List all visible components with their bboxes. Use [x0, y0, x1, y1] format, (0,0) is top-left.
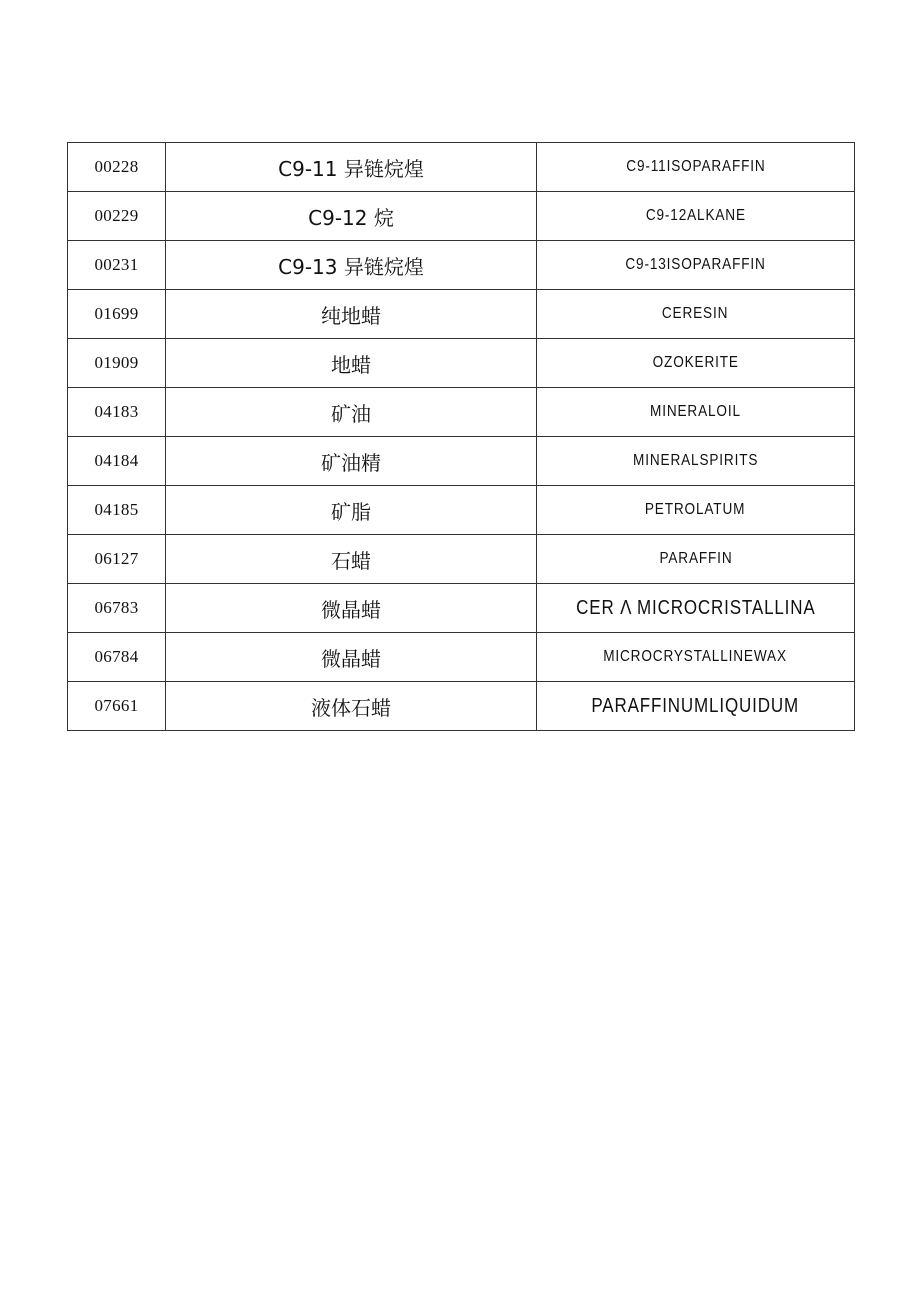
chinese-name: 矿油精: [166, 437, 537, 486]
english-name: C9-11ISOPARAFFIN: [625, 158, 766, 175]
english-name: OZOKERITE: [652, 354, 739, 371]
table-row: [68, 192, 855, 241]
english-name: CERESIN: [662, 305, 729, 322]
ingredient-code: 01699: [68, 290, 166, 339]
chinese-name: C9-12 烷: [166, 192, 537, 241]
ingredient-code: 04183: [68, 388, 166, 437]
table-row: [68, 339, 855, 388]
table-row: [68, 486, 855, 535]
chinese-name: 地蜡: [166, 339, 537, 388]
english-name-cell: [537, 339, 855, 388]
chinese-name: 纯地蜡: [166, 290, 537, 339]
english-name: MINERALSPIRITS: [632, 452, 759, 469]
table-row: [68, 633, 855, 682]
english-name: MICROCRYSTALLINEWAX: [603, 648, 788, 665]
chinese-name: C9-11 异链烷煌: [166, 143, 537, 192]
english-name-cell: [537, 241, 855, 290]
ingredient-code: 01909: [68, 339, 166, 388]
english-name-cell: [537, 388, 855, 437]
ingredient-code: 07661: [68, 682, 166, 731]
table-row: [68, 682, 855, 731]
ingredient-code: 06784: [68, 633, 166, 682]
english-name: MINERALOIL: [650, 403, 741, 420]
chinese-name: 矿油: [166, 388, 537, 437]
english-name-cell: [537, 486, 855, 535]
chinese-name: 石蜡: [166, 535, 537, 584]
ingredient-code: 00231: [68, 241, 166, 290]
english-name: C9-12ALKANE: [645, 207, 746, 224]
english-name: PARAFFINUMLIQUIDUM: [591, 694, 800, 717]
english-name-cell: [537, 633, 855, 682]
chinese-name: 微晶蜡: [166, 584, 537, 633]
ingredient-code: 00229: [68, 192, 166, 241]
english-name-cell: [537, 192, 855, 241]
chinese-name: 微晶蜡: [166, 633, 537, 682]
english-name: PETROLATUM: [645, 501, 746, 518]
table-row: [68, 241, 855, 290]
english-name: PARAFFIN: [658, 550, 733, 567]
ingredient-code: 00228: [68, 143, 166, 192]
table-row: [68, 388, 855, 437]
english-name-cell: [537, 437, 855, 486]
english-name-cell: [537, 290, 855, 339]
english-name: C9-13ISOPARAFFIN: [625, 256, 766, 273]
ingredient-code: 04185: [68, 486, 166, 535]
table-row: [68, 290, 855, 339]
ingredient-table: [67, 142, 855, 731]
table-row: [68, 437, 855, 486]
chinese-name: 矿脂: [166, 486, 537, 535]
english-name-cell: [537, 584, 855, 633]
english-name-cell: [537, 682, 855, 731]
ingredient-code: 04184: [68, 437, 166, 486]
english-name: CER Λ MICROCRISTALLINA: [575, 596, 816, 619]
ingredient-code: 06783: [68, 584, 166, 633]
english-name-cell: [537, 143, 855, 192]
table-row: [68, 143, 855, 192]
english-name-cell: [537, 535, 855, 584]
table-row: [68, 584, 855, 633]
ingredient-code: 06127: [68, 535, 166, 584]
chinese-name: C9-13 异链烷煌: [166, 241, 537, 290]
table-row: [68, 535, 855, 584]
chinese-name: 液体石蜡: [166, 682, 537, 731]
